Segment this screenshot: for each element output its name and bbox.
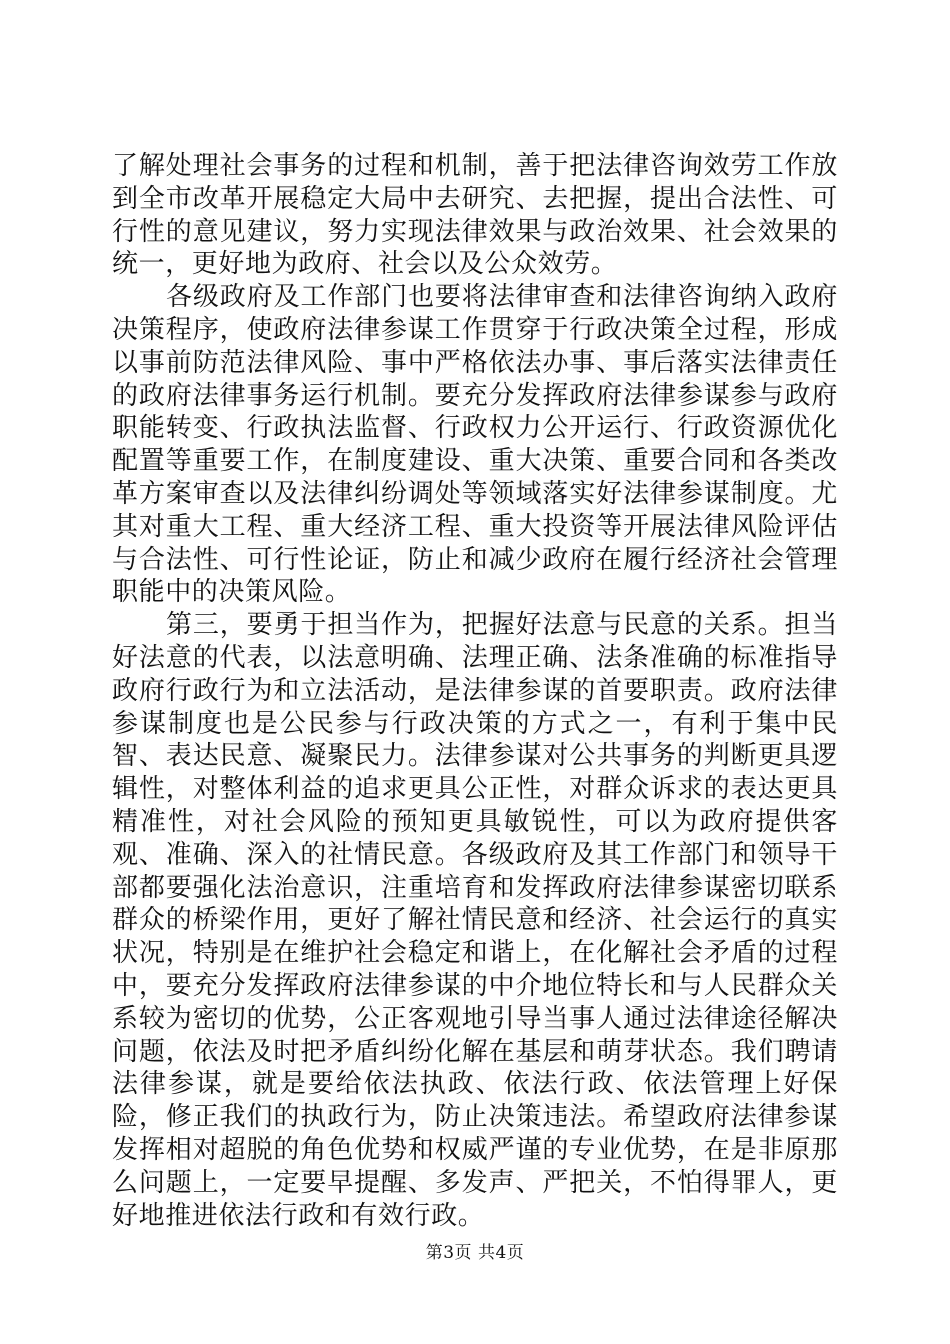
paragraph-continuation: 了解处理社会事务的过程和机制，善于把法律咨询效劳工作放到全市改革开展稳定大局中去研究、去把握，提出合法性、可行性的意见建议，努力实现法律效果与政治效果、社会效果的统一，更好地为政府、社会以及公众效劳。 [112, 151, 838, 280]
paragraph-third-point: 第三，要勇于担当作为，把握好法意与民意的关系。担当好法意的代表，以法意明确、法理正确、法条准确的标准指导政府行政行为和立法活动，是法律参谋的首要职责。政府法律参谋制度也是公民参与行政决策的方式之一，有利于集中民智、表达民意、凝聚民力。法律参谋对公共事务的判断更具逻辑性，对整体利益的追求更具公正性，对群众诉求的表达更具精准性，对社会风险的预知更具敏锐性，可以为政府提供客观、准确、深入的社情民意。各级政府及其工作部门和领导干部都要强化法治意识，注重培育和发挥政府法律参谋密切联系群众的桥梁作用，更好了解社情民意和经济、社会运行的真实状况，特别是在维护社会稳定和谐上，在化解社会矛盾的过程中，要充分发挥政府法律参谋的中介地位特长和与人民群众关系较为密切的优势，公正客观地引导当事人通过法律途径解决问题，依法及时把矛盾纠纷化解在基层和萌芽状态。我们聘请法律参谋，就是要给依法执政、依法行政、依法管理上好保险，修正我们的执政行为，防止决策违法。希望政府法律参谋发挥相对超脱的角色优势和权威严谨的专业优势，在是非原那么问题上，一定要早提醒、多发声、严把关，不怕得罪人，更好地推进依法行政和有效行政。 [112, 610, 838, 1231]
page-number-footer: 第3页 共4页 [425, 1243, 525, 1263]
document-body [112, 150, 838, 1232]
paragraph-government-procedure: 各级政府及工作部门也要将法律审查和法律咨询纳入政府决策程序，使政府法律参谋工作贯穿于行政决策全过程，形成以事前防范法律风险、事中严格依法办事、事后落实法律责任的政府法律事务运行机制。要充分发挥政府法律参谋参与政府职能转变、行政执法监督、行政权力公开运行、行政资源优化配置等重要工作，在制度建设、重大决策、重要合同和各类改革方案审查以及法律纠纷调处等领域落实好法律参谋制度。尤其对重大工程、重大经济工程、重大投资等开展法律风险评估与合法性、可行性论证，防止和减少政府在履行经济社会管理职能中的决策风险。 [112, 282, 838, 608]
